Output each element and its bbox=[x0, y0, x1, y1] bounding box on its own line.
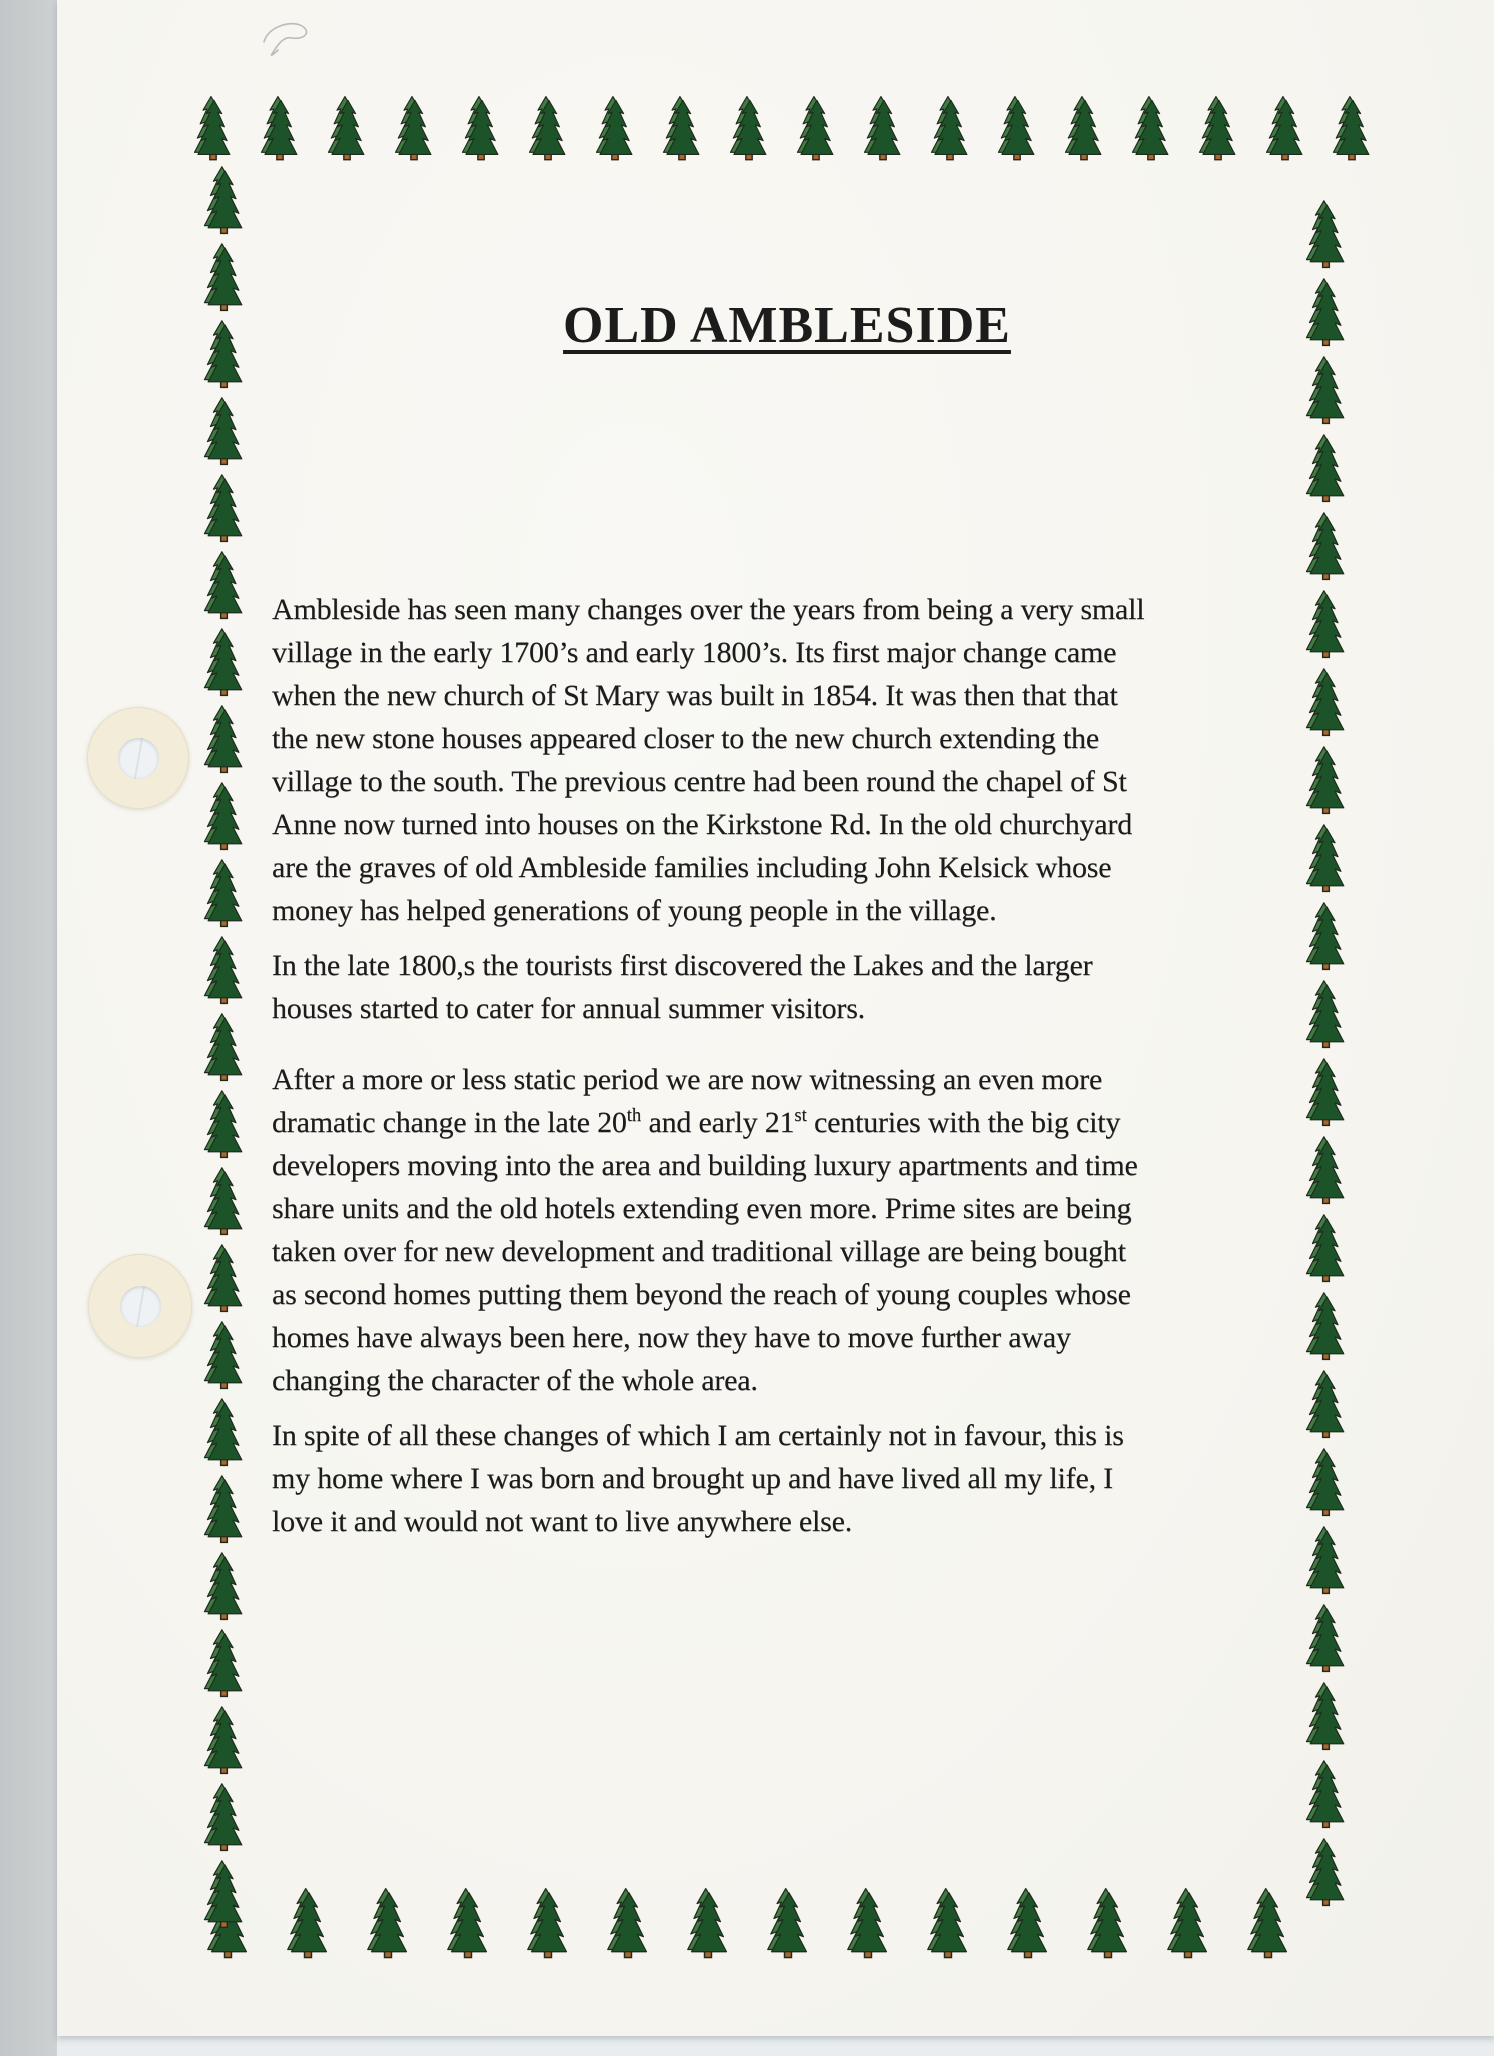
pine-tree-icon bbox=[1302, 1526, 1350, 1596]
pine-tree-icon bbox=[992, 96, 1042, 162]
pine-tree-icon bbox=[1302, 1604, 1350, 1674]
pine-tree-icon bbox=[1302, 824, 1350, 894]
pine-tree-icon bbox=[188, 96, 238, 162]
paragraph: After a more or less static period we are now witnessing an even more dramatic change in the late 20th and early 21st centuries with the big city developers moving into the area and building luxury apartments and time share units and the old hotels extending even more. Prime sites are being taken over for new development and traditional village are being bought as second homes putting them beyond the reach of young couples whose homes have always been here, now they have to move further away changing the character of the whole area. bbox=[272, 1063, 1138, 1397]
pencil-mark bbox=[258, 14, 322, 62]
pine-tree-icon bbox=[1302, 512, 1350, 582]
pine-tree-icon bbox=[389, 96, 439, 162]
pine-tree-icon bbox=[724, 96, 774, 162]
pine-tree-icon bbox=[1193, 96, 1243, 162]
pine-tree-icon bbox=[200, 859, 248, 929]
pine-tree-icon bbox=[840, 1888, 896, 1960]
pine-tree-icon bbox=[200, 1860, 248, 1930]
pine-tree-icon bbox=[523, 96, 573, 162]
pine-tree-icon bbox=[1302, 590, 1350, 660]
pine-tree-icon bbox=[200, 1629, 248, 1699]
paragraph: Ambleside has seen many changes over the years from being a very small village in the early 1700’s and early 1800’s. Its first major change came when the new church of St Mary was built in 1854. It was then that that the new stone houses appeared closer to the new church extending the village to the south. The previous centre had been round the chapel of St Anne now turned into houses on the Kirkstone Rd. In the old churchyard are the graves of old Ambleside families including John Kelsick whose money has helped generations of young people in the village. bbox=[272, 593, 1145, 927]
pine-tree-icon bbox=[200, 1244, 248, 1314]
pine-tree-icon bbox=[1126, 96, 1176, 162]
pine-tree-icon bbox=[200, 166, 248, 236]
pine-tree-icon bbox=[657, 96, 707, 162]
pine-tree-icon bbox=[1302, 746, 1350, 816]
pine-tree-icon bbox=[858, 96, 908, 162]
pine-tree-icon bbox=[1302, 902, 1350, 972]
pine-tree-icon bbox=[760, 1888, 816, 1960]
pine-tree-icon bbox=[1059, 96, 1109, 162]
pine-tree-icon bbox=[600, 1888, 656, 1960]
paragraph: In the late 1800,s the tourists first discovered the Lakes and the larger houses started to cater for annual summer visitors. bbox=[272, 949, 1093, 1025]
pine-tree-icon bbox=[280, 1888, 336, 1960]
pine-tree-icon bbox=[200, 782, 248, 852]
pine-tree-icon bbox=[440, 1888, 496, 1960]
pine-tree-icon bbox=[1302, 668, 1350, 738]
pine-tree-icon bbox=[200, 628, 248, 698]
pine-tree-icon bbox=[1260, 96, 1310, 162]
pine-tree-icon bbox=[1302, 434, 1350, 504]
pine-tree-icon bbox=[680, 1888, 736, 1960]
pine-tree-icon bbox=[1302, 200, 1350, 270]
pine-tree-icon bbox=[1080, 1888, 1136, 1960]
pine-tree-icon bbox=[200, 1552, 248, 1622]
pine-tree-icon bbox=[1302, 1760, 1350, 1830]
pine-tree-icon bbox=[520, 1888, 576, 1960]
pine-tree-icon bbox=[1302, 1214, 1350, 1284]
pine-tree-icon bbox=[360, 1888, 416, 1960]
pine-tree-icon bbox=[200, 705, 248, 775]
paragraph: In spite of all these changes of which I am certainly not in favour, this is my home where I was born and brought up and have lived all my life, I love it and would not want to live anywhere else. bbox=[272, 1419, 1124, 1538]
pine-tree-icon bbox=[200, 243, 248, 313]
pine-tree-icon bbox=[200, 1475, 248, 1545]
pine-tree-icon bbox=[1302, 1136, 1350, 1206]
pine-tree-icon bbox=[1160, 1888, 1216, 1960]
pine-tree-icon bbox=[1302, 356, 1350, 426]
pine-tree-icon bbox=[200, 1706, 248, 1776]
pine-tree-icon bbox=[200, 936, 248, 1006]
pine-tree-icon bbox=[322, 96, 372, 162]
pine-tree-icon bbox=[1302, 1838, 1350, 1908]
pine-tree-icon bbox=[1302, 1448, 1350, 1518]
pine-tree-icon bbox=[200, 320, 248, 390]
punched-hole bbox=[118, 738, 159, 779]
pine-tree-icon bbox=[200, 397, 248, 467]
pine-tree-icon bbox=[1327, 96, 1377, 162]
pine-tree-icon bbox=[925, 96, 975, 162]
document-title: OLD AMBLESIDE bbox=[563, 297, 1011, 354]
pine-tree-icon bbox=[590, 96, 640, 162]
pine-tree-icon bbox=[791, 96, 841, 162]
pine-tree-icon bbox=[200, 1398, 248, 1468]
pine-tree-icon bbox=[1302, 1370, 1350, 1440]
pine-tree-icon bbox=[1302, 1682, 1350, 1752]
pine-tree-icon bbox=[200, 1090, 248, 1160]
pine-tree-icon bbox=[1302, 980, 1350, 1050]
hole-reinforcement-ring bbox=[87, 707, 189, 809]
pine-tree-icon bbox=[200, 551, 248, 621]
hole-reinforcement-ring bbox=[88, 1254, 192, 1358]
pine-tree-icon bbox=[1302, 1058, 1350, 1128]
pine-tree-icon bbox=[255, 96, 305, 162]
pine-tree-icon bbox=[1240, 1888, 1296, 1960]
pine-tree-icon bbox=[456, 96, 506, 162]
pine-tree-icon bbox=[200, 1167, 248, 1237]
pine-tree-icon bbox=[200, 1783, 248, 1853]
pine-tree-icon bbox=[1302, 278, 1350, 348]
pine-tree-icon bbox=[200, 1321, 248, 1391]
pine-tree-icon bbox=[1000, 1888, 1056, 1960]
scanner-bed-edge bbox=[0, 0, 57, 2056]
pine-tree-icon bbox=[200, 474, 248, 544]
pine-tree-icon bbox=[1302, 1292, 1350, 1362]
punched-hole bbox=[120, 1286, 161, 1327]
pine-tree-icon bbox=[920, 1888, 976, 1960]
pine-tree-icon bbox=[200, 1013, 248, 1083]
